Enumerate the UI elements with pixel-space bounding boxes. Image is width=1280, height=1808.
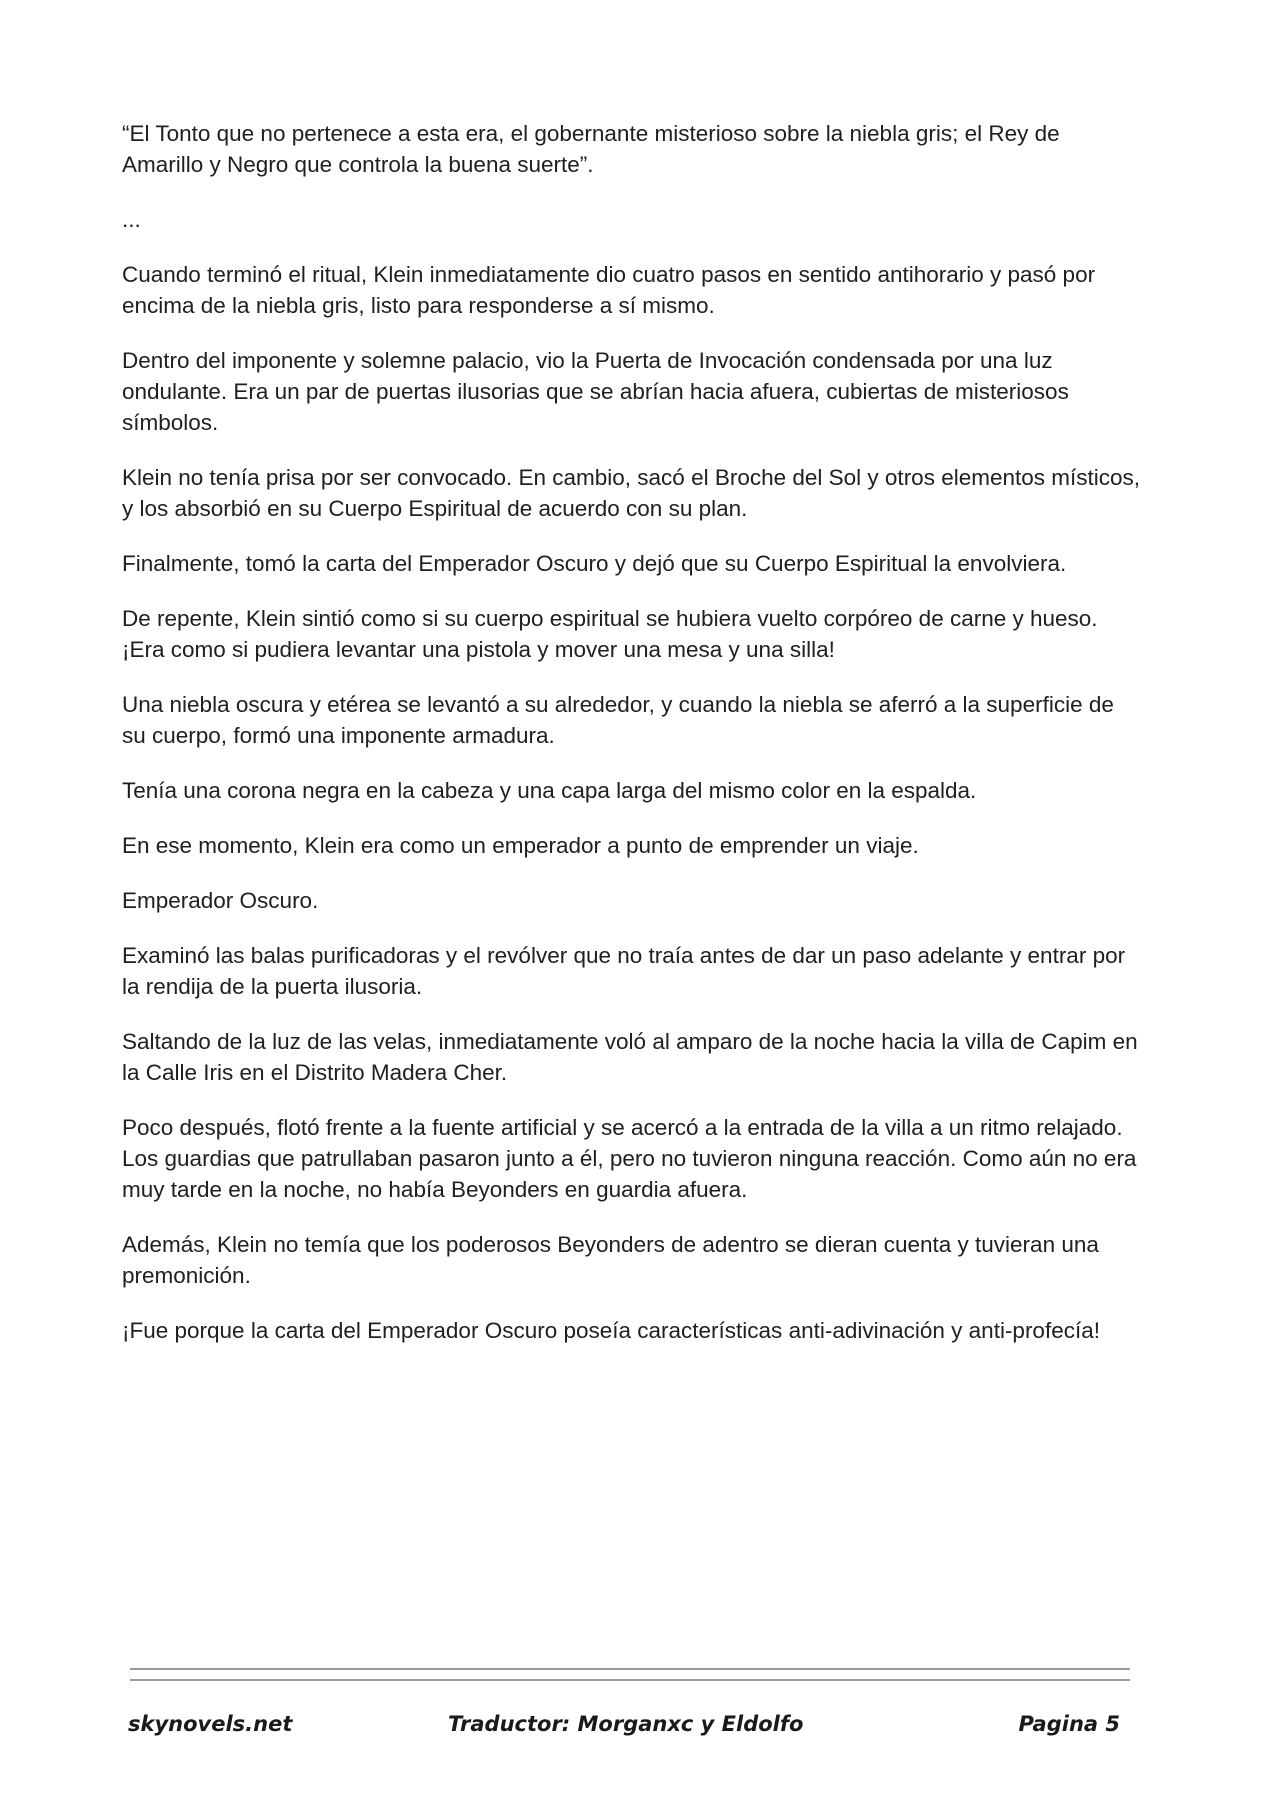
- paragraph-3: Cuando terminó el ritual, Klein inmediatamente dio cuatro pasos en sentido antihorario y pasó por encima de la niebla gris, listo para responderse a sí mismo.: [122, 262, 1096, 318]
- document-body: [122, 118, 1142, 1370]
- paragraph-15: Además, Klein no temía que los poderosos Beyonders de adentro se dieran cuenta y tuvieran una premonición.: [122, 1232, 1099, 1288]
- paragraph-7: De repente, Klein sintió como si su cuerpo espiritual se hubiera vuelto corpóreo de carne y hueso. ¡Era como si pudiera levantar una pistola y mover una mesa y una silla!: [122, 606, 1098, 662]
- footer-rule-bottom: [130, 1679, 1130, 1681]
- footer-divider: [130, 1668, 1130, 1690]
- footer-site: skynovels.net: [128, 1712, 293, 1736]
- footer-translator: Traductor: Morganxc y Eldolfo: [448, 1712, 804, 1736]
- paragraph-5: Klein no tenía prisa por ser convocado. En cambio, sacó el Broche del Sol y otros elementos místicos, y los absorbió en su Cuerpo Espiritual de acuerdo con su plan.: [122, 465, 1141, 521]
- paragraph-11: Emperador Oscuro.: [122, 888, 319, 913]
- paragraph-1: “El Tonto que no pertenece a esta era, el gobernante misterioso sobre la niebla gris; el Rey de Amarillo y Negro que controla la buena suerte”.: [122, 121, 1060, 177]
- page-footer: [128, 1712, 1120, 1746]
- paragraph-9: Tenía una corona negra en la cabeza y una capa larga del mismo color en la espalda.: [122, 778, 977, 803]
- footer-rule-top: [130, 1668, 1130, 1670]
- paragraph-8: Una niebla oscura y etérea se levantó a su alrededor, y cuando la niebla se aferró a la superficie de su cuerpo, formó una imponente armadura.: [122, 692, 1114, 748]
- footer-page-number: Pagina 5: [1018, 1712, 1120, 1736]
- paragraph-2: ...: [122, 207, 141, 232]
- paragraph-16: ¡Fue porque la carta del Emperador Oscuro poseía características anti-adivinación y anti-profecía!: [122, 1318, 1100, 1343]
- paragraph-12: Examinó las balas purificadoras y el revólver que no traía antes de dar un paso adelante y entrar por la rendija de la puerta ilusoria.: [122, 943, 1126, 999]
- paragraph-4: Dentro del imponente y solemne palacio, vio la Puerta de Invocación condensada por una luz ondulante. Era un par de puertas ilusorias que se abrían hacia afuera, cubiertas de misteriosos símbolos.: [122, 348, 1069, 435]
- paragraph-6: Finalmente, tomó la carta del Emperador Oscuro y dejó que su Cuerpo Espiritual la envolviera.: [122, 551, 1067, 576]
- paragraph-14: Poco después, flotó frente a la fuente artificial y se acercó a la entrada de la villa a un ritmo relajado. Los guardias que patrullaban pasaron junto a él, pero no tuvieron ninguna reacción. Como aún no era muy tarde en la noche, no había Beyonders en guardia afuera.: [122, 1115, 1137, 1202]
- paragraph-13: Saltando de la luz de las velas, inmediatamente voló al amparo de la noche hacia la villa de Capim en la Calle Iris en el Distrito Madera Cher.: [122, 1029, 1138, 1085]
- paragraph-10: En ese momento, Klein era como un emperador a punto de emprender un viaje.: [122, 833, 919, 858]
